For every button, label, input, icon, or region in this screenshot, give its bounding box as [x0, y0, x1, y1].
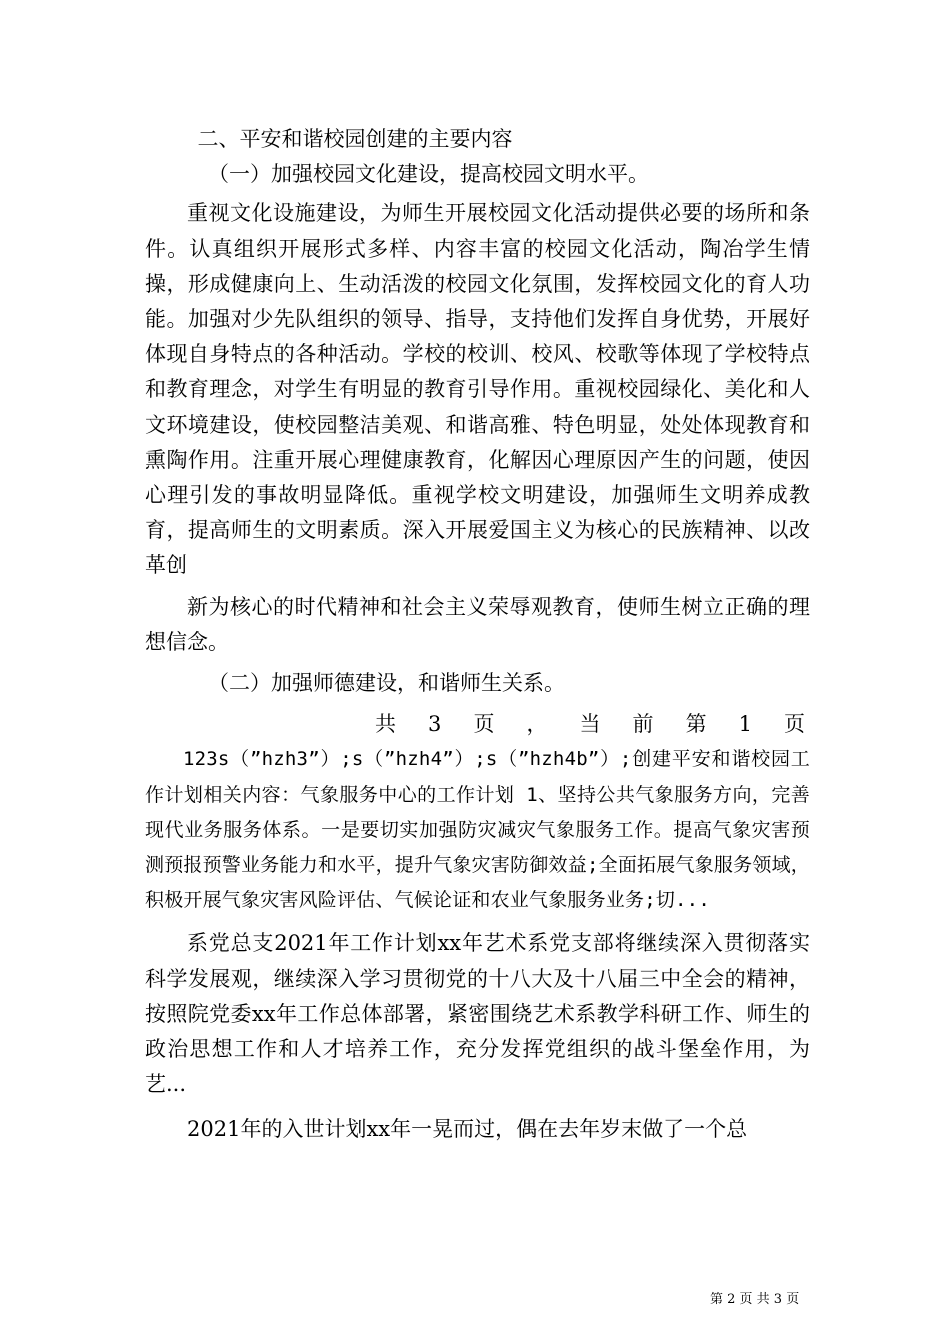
related-content-weather: 123s（”hzh3”）;s（”hzh4”）;s（”hzh4b”）;创建平安和谐校园工作计划相关内容：气象服务中心的工作计划 1、坚持公共气象服务方向，完善现代业务服务体系。一是要切实加强防灾减灾气象服务工作。提高气象灾害预测预报预警业务能力和水平，提升气象灾害防御效益;全面拓展气象服务领域，积极开展气象灾害风险评估、气候论证和农业气象服务业务;切...: [145, 748, 810, 912]
subheading-teacher-ethics: （二）加强师德建设，和谐师生关系。: [208, 671, 565, 696]
paragraph-culture: 重视文化设施建设，为师生开展校园文化活动提供必要的场所和条件。认真组织开展形式多样、内容丰富的校园文化活动，陶冶学生情操，形成健康向上、生动活泼的校园文化氛围，发挥校园文化的育人功能。加强对少先队组织的领导、指导，支持他们发挥自身优势，开展好体现自身特点的各种活动。学校的校训、校风、校歌等体现了学校特点和教育理念，对学生有明显的教育引导作用。重视校园绿化、美化和人文环境建设，使校园整洁美观、和谐高雅、特色明显，处处体现教育和熏陶作用。注重开展心理健康教育，化解因心理原因产生的问题，使因心理引发的事故明显降低。重视学校文明建设，加强师生文明养成教育，提高师生的文明素质。深入开展爱国主义为核心的民族精神、以改革创: [145, 201, 810, 578]
section-heading: 二、平安和谐校园创建的主要内容: [197, 127, 513, 151]
document-body: [145, 122, 810, 1148]
page-count-line: [145, 707, 810, 742]
page-count-token: ，: [526, 712, 548, 737]
page-count-token: 3: [428, 712, 442, 737]
paragraph-continuation: 新为核心的时代精神和社会主义荣辱观教育，使师生树立正确的理想信念。: [145, 594, 810, 654]
page-count-token: 当: [579, 712, 601, 737]
page-count-token: 页: [473, 712, 495, 737]
page-count-token: 第: [685, 712, 707, 737]
page-count-token: 共: [375, 712, 396, 737]
related-content-plan: 2021年的入世计划xx年一晃而过，偶在去年岁末做了一个总: [187, 1117, 748, 1142]
related-content-party: 系党总支2021年工作计划xx年艺术系党支部将继续深入贯彻落实科学发展观，继续深入学习贯彻党的十八大及十八届三中全会的精神，按照院党委xx年工作总体部署，紧密围绕艺术系教学科研工作、师生的政治思想工作和人才培养工作，充分发挥党组织的战斗堡垒作用，为艺...: [145, 931, 810, 1097]
subheading-culture: （一）加强校园文化建设，提高校园文明水平。: [208, 162, 649, 187]
page-count-token: 页: [784, 712, 805, 737]
page-footer: 第 2 页 共 3 页: [710, 1292, 800, 1307]
page-count-token: 1: [738, 712, 752, 737]
page-count-token: 前: [632, 712, 654, 737]
